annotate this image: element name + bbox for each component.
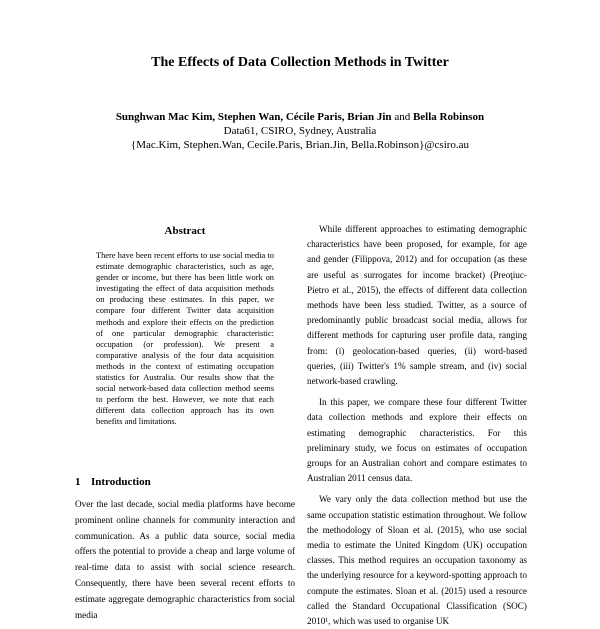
right-column [307,222,527,629]
authors: Sunghwan Mac Kim, Stephen Wan, Cécile Paris, Brian Jin [115,111,392,123]
intro-paragraph: Over the last decade, social media platforms have become prominent online channels for community interaction and communication. As a public data source, social media offers the potential to provide a cheap and large volume of real-time data to assist with social science research. Consequently, there have been several recent efforts to estimate aggregate demographic characteristics from social media [75,499,295,620]
abstract-text: There have been recent efforts to use social media to estimate demographic characteristics, such as age, gender or income, but there has been little work on investigating the effect of data acquisition methods on producing these estimates. In this paper, we compare four different Twitter data acquisition methods and explore their effects on the prediction of one particular demographic characteristic: occupation (or profession). We present a comparative analysis of the four data acquisition methods in the context of estimating occupation statistics for Australia. Our results show that the social network-based data collection method seems to perform the best. However, we note that each different data collection approach has its own benefits and limitations. [96,251,274,427]
abstract-heading: Abstract [164,225,206,237]
right-paragraph-1: While different approaches to estimating demographic characteristics have been proposed, for example, for age and gender (Filippova, 2012) and for occupation (as these are useful as surrogates for income bracket) (Preoţiuc-Pietro et al., 2015), the effects of different data collection methods have been less studied. Twitter, as a source of predominantly public broadcast social media, allows for different methods for capturing user profile data, ranging from: (i) geolocation-based queries, (ii) word-based queries, (iii) Twitter's 1% sample stream, and (iv) social network-based crawling. [307,224,527,387]
authors-and: and [394,111,411,123]
email: {Mac.Kim, Stephen.Wan, Cecile.Paris, Brian.Jin, Bella.Robinson}@csiro.au [130,139,470,151]
introduction-body [75,497,295,623]
paper-title: The Effects of Data Collection Methods in Twitter [151,55,449,70]
abstract-body [96,250,274,428]
affiliation: Data61, CSIRO, Sydney, Australia [223,125,377,137]
last-author: Bella Robinson [412,111,485,123]
right-paragraph-2: In this paper, we compare these four different Twitter data collection methods and explore their effects on estimating demographic characteristics. For this preliminary study, we focus on estimates of occupation groups for an Australian cohort and compare estimates to Australian 2011 census data. [307,397,527,484]
author-names [0,110,600,124]
right-paragraph-3: We vary only the data collection method but use the same occupation statistic estimation throughout. We follow the methodology of Sloan et al. (2015), who use social media to estimate the United Kingdom (UK) occupation classes. This method requires an occupation taxonomy as the underlying resource for a keyword-spotting approach to compute the estimates. Sloan et al. (2015) used a resource called the Standard Occupational Classification (SOC) 2010¹, which was used to organise UK [307,494,527,627]
section-number: 1 [75,476,81,488]
section-heading-introduction [75,476,151,488]
section-title: Introduction [91,476,151,488]
author-block [0,110,600,152]
